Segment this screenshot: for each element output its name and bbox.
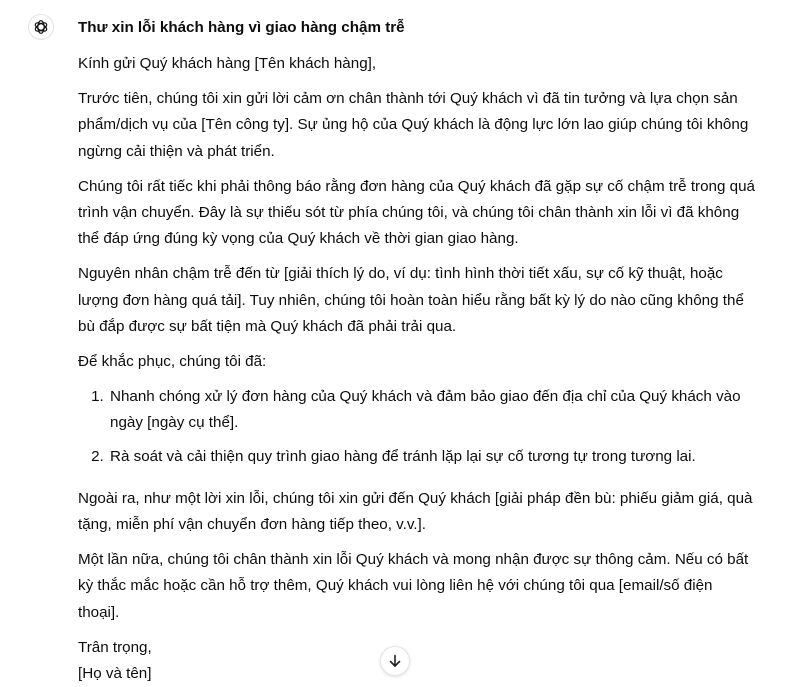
list-item: 2. Rà soát và cải thiện quy trình giao hàng để tránh lặp lại sự cố tương tự trong tương lai. (108, 444, 758, 470)
list-item: 1. Nhanh chóng xử lý đơn hàng của Quý khách và đảm bảo giao đến địa chỉ của Quý khách vào ngày [ngày cụ thể]. (108, 384, 758, 436)
arrow-down-icon (388, 654, 402, 668)
paragraph-delay-notice: Chúng tôi rất tiếc khi phải thông báo rằng đơn hàng của Quý khách đã gặp sự cố chậm trễ trong quá trình vận chuyển. Đây là sự thiếu sót từ phía chúng tôi, và chúng tôi chân thành xin lỗi vì đã không thể đáp ứng đúng kỳ vọng của Quý khách về thời gian giao hàng. (78, 177, 755, 248)
assistant-message (78, 15, 758, 687)
openai-logo-icon (32, 18, 50, 36)
paragraph-thanks: Trước tiên, chúng tôi xin gửi lời cảm ơn chân thành tới Quý khách vì đã tin tưởng và lựa chọn sản phẩm/dịch vụ của [Tên công ty]. Sự ủng hộ của Quý khách là động lực lớn lao giúp chúng tôi không ngừng cải thiện và phát triển. (78, 90, 749, 160)
signature-name: [Họ và tên] (78, 665, 152, 683)
remedy-list (78, 384, 758, 470)
greeting: Kính gửi Quý khách hàng [Tên khách hàng], (78, 55, 377, 72)
scroll-to-bottom-button[interactable] (380, 646, 410, 676)
paragraph-compensation: Ngoài ra, như một lời xin lỗi, chúng tôi xin gửi đến Quý khách [giải pháp đền bù: phiếu giảm giá, quà tặng, miễn phí vận chuyển đơn hàng tiếp theo, v.v.]. (78, 489, 753, 534)
assistant-avatar (28, 14, 54, 40)
paragraph-closing-apology: Một lần nữa, chúng tôi chân thành xin lỗi Quý khách và mong nhận được sự thông cảm. Nếu có bất kỳ thắc mắc hoặc cần hỗ trợ thêm, Quý khách vui lòng liên hệ với chúng tôi qua [email/số điện thoại]. (78, 551, 749, 621)
paragraph-remedy-intro: Để khắc phục, chúng tôi đã: (78, 353, 267, 371)
closing: Trân trọng, (78, 638, 152, 656)
message-title: Thư xin lỗi khách hàng vì giao hàng chậm trễ (78, 19, 405, 36)
signature-block (78, 635, 758, 687)
paragraph-reason: Nguyên nhân chậm trễ đến từ [giải thích lý do, ví dụ: tình hình thời tiết xấu, sự cố kỹ thuật, hoặc lượng đơn hàng quá tải]. Tuy nhiên, chúng tôi hoàn toàn hiểu rằng bất kỳ lý do nào cũng không thể bù đắp được sự bất tiện mà Quý khách đã phải trải qua. (78, 265, 744, 335)
